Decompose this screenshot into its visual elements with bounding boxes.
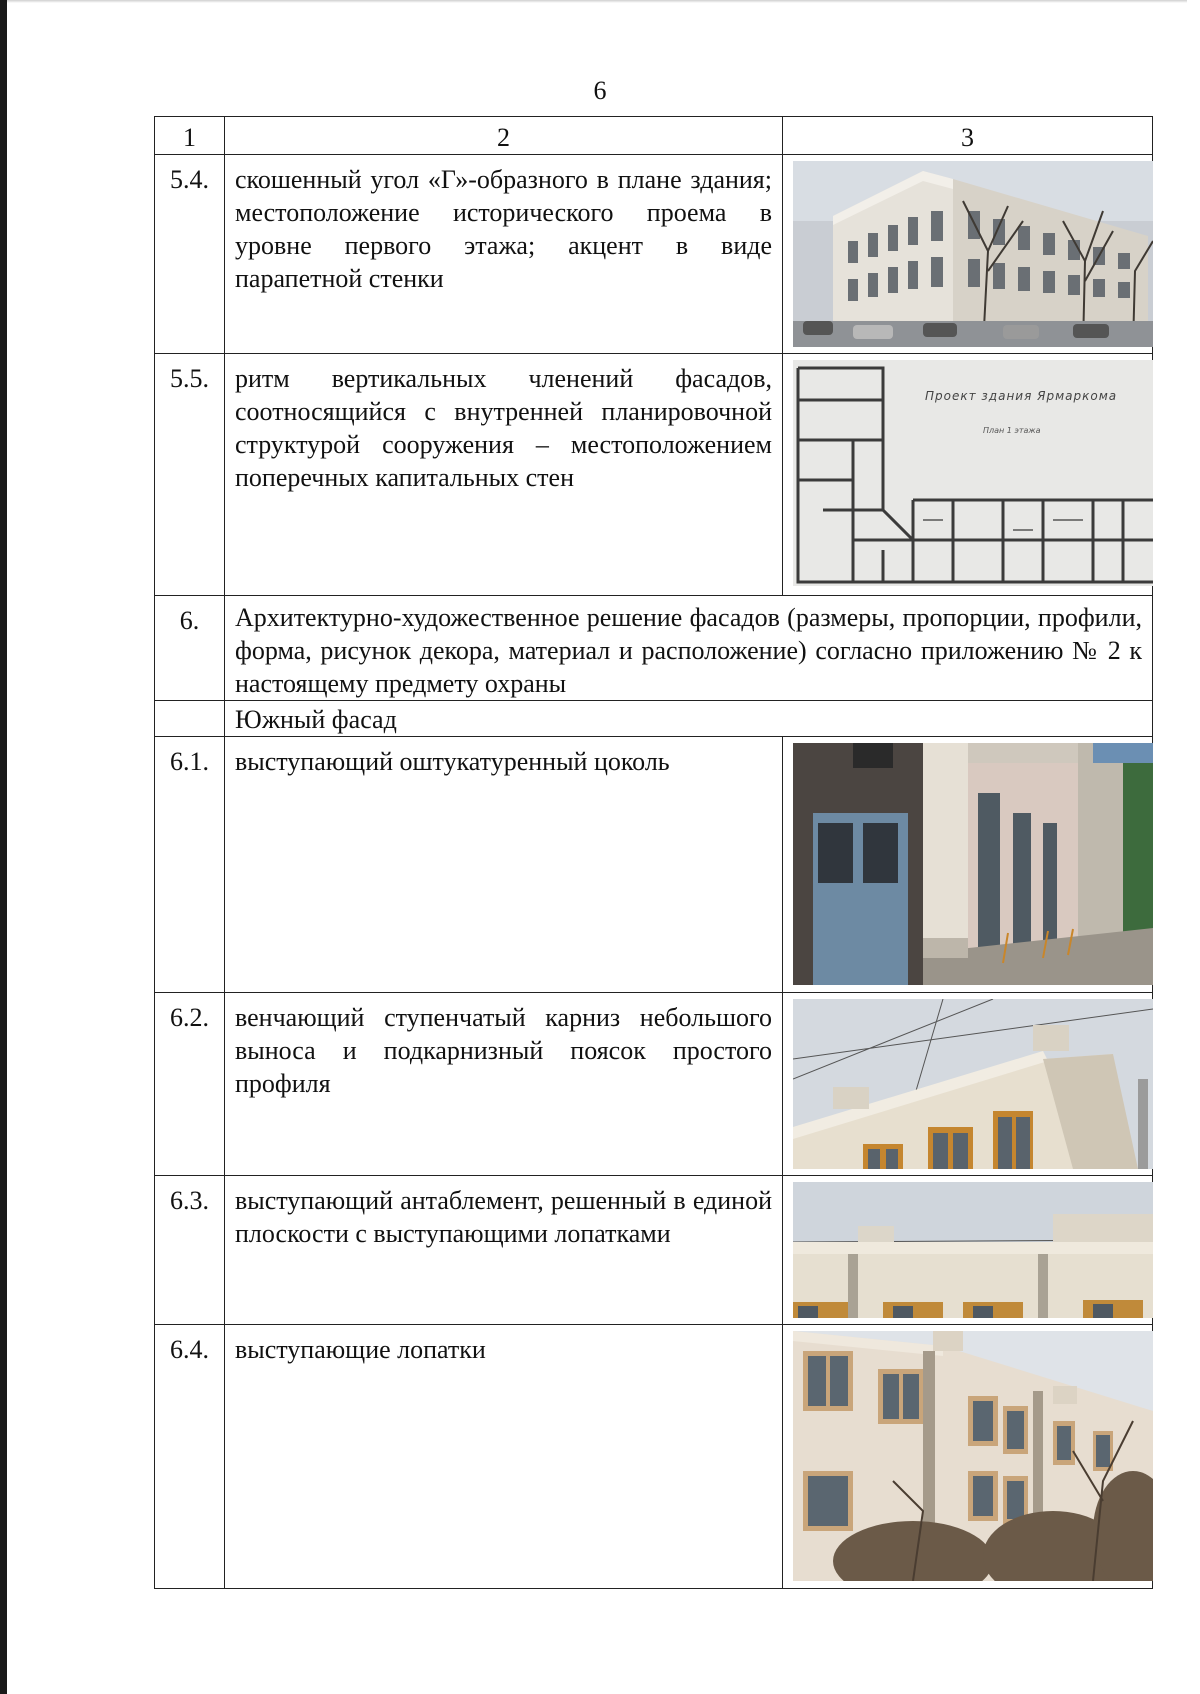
plan-subcaption: План 1 этажа <box>983 426 1041 435</box>
row-description <box>225 155 783 354</box>
section-row <box>155 701 1153 737</box>
row-text: ритм вертикальных членений фасадов, соотносящийся с внутренней планировочной структурой сооружения – местоположением поперечных капитальных стен <box>235 364 772 492</box>
table-row <box>155 155 1153 354</box>
photo-cell <box>783 1176 1153 1325</box>
column-header-1: 1 <box>155 117 225 155</box>
table-row <box>155 354 1153 596</box>
floor-plan-drawing <box>793 360 1153 586</box>
table-row <box>155 596 1153 701</box>
scan-shadow <box>7 0 1187 3</box>
entablature-photo <box>793 1182 1153 1318</box>
plinth-photo <box>793 743 1153 985</box>
row-text: выступающий антаблемент, решенный в единой плоскости с выступающими лопатками <box>235 1186 772 1248</box>
row-description <box>225 993 783 1176</box>
row-description <box>225 737 783 993</box>
row-number: 6.4. <box>155 1325 225 1589</box>
photo-cell <box>783 993 1153 1176</box>
pilasters-photo <box>793 1331 1153 1581</box>
row-text: выступающие лопатки <box>235 1335 486 1364</box>
row-text: выступающий оштукатуренный цоколь <box>235 747 670 776</box>
column-header-2: 2 <box>225 117 783 155</box>
photo-cell <box>783 354 1153 596</box>
cornice-photo <box>793 999 1153 1169</box>
row-description <box>225 1325 783 1589</box>
row-description <box>225 1176 783 1325</box>
row-number: 5.5. <box>155 354 225 596</box>
page-number: 6 <box>593 76 607 105</box>
row-number: 6.1. <box>155 737 225 993</box>
row-number: 6.3. <box>155 1176 225 1325</box>
section-title: Южный фасад <box>225 701 1153 737</box>
table-header-row <box>155 117 1153 155</box>
photo-cell <box>783 737 1153 993</box>
plan-caption: Проект здания Ярмаркома <box>925 389 1118 403</box>
table-row <box>155 993 1153 1176</box>
photo-cell <box>783 1325 1153 1589</box>
row-number: 6.2. <box>155 993 225 1176</box>
empty-cell <box>155 701 225 737</box>
column-header-3: 3 <box>783 117 1153 155</box>
table-row <box>155 1176 1153 1325</box>
table-row <box>155 737 1153 993</box>
row-description <box>225 354 783 596</box>
row-text: скошенный угол «Г»-образного в плане здания; местоположение исторического проема в уровне первого этажа; акцент в виде парапетной стенки <box>235 165 772 293</box>
building-corner-photo <box>793 161 1153 347</box>
photo-cell <box>783 155 1153 354</box>
row-number: 5.4. <box>155 155 225 354</box>
row-description: Архитектурно-художественное решение фасадов (размеры, пропорции, профили, форма, рисунок декора, материал и расположение) согласно приложению № 2 к настоящему предмету охраны <box>225 596 1153 701</box>
table-row <box>155 1325 1153 1589</box>
row-number: 6. <box>155 596 225 701</box>
scan-edge <box>0 0 7 1694</box>
row-text: венчающий ступенчатый карниз небольшого выноса и подкарнизный поясок простого профиля <box>235 1003 772 1098</box>
protection-subject-table <box>154 116 1153 1589</box>
